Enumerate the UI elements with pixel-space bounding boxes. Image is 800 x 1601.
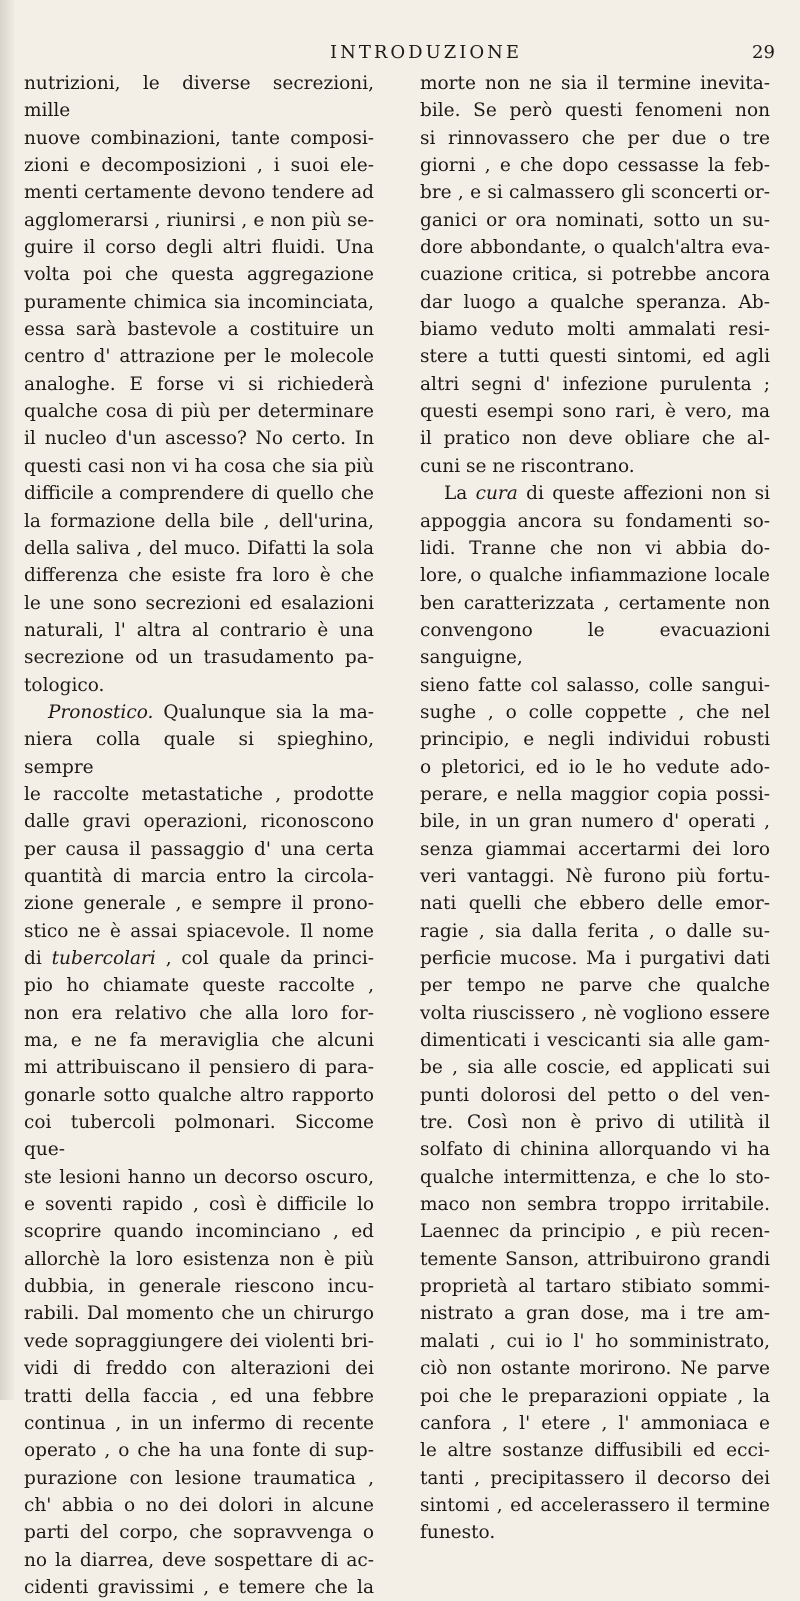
emphasized-term: tubercolari	[51, 948, 156, 969]
text-line	[24, 1027, 374, 1054]
section-heading: Pronostico.	[48, 701, 154, 723]
line-text: vede sopraggiungere dei violenti bri-	[24, 1330, 374, 1352]
text-line	[24, 261, 374, 288]
text-line	[420, 1109, 770, 1136]
line-text: scoprire quando incominciano , ed	[24, 1221, 374, 1243]
line-text: rabili. Dal momento che un chirurgo	[24, 1303, 374, 1325]
line-text: Laennec da principio , e più recen-	[420, 1221, 770, 1243]
line-text: nistrato a gran dose, ma i tre am-	[420, 1303, 770, 1325]
text-line	[420, 1191, 770, 1218]
line-text: la formazione della bile , dell'urina,	[24, 510, 374, 532]
line-text: difficile a comprendere di quello che	[24, 483, 374, 505]
line-text: e soventi rapido , così è difficile lo	[24, 1194, 374, 1216]
line-text: volta poi che questa aggregazione	[24, 264, 374, 286]
page-number: 29	[752, 42, 775, 63]
line-text: questi esempi sono rari, è vero, ma	[420, 401, 770, 423]
line-text: lidi. Tranne che non vi abbia do-	[420, 537, 770, 559]
text-line	[24, 1109, 374, 1164]
text-line	[420, 972, 770, 999]
line-text: nutrizioni, le diverse secrezioni, mille	[24, 73, 374, 122]
line-text: malati , cui io l' ho somministrato,	[420, 1330, 770, 1352]
text-line	[24, 1574, 374, 1601]
text-line	[420, 562, 770, 589]
line-text: bile. Se però questi fenomeni non	[420, 100, 770, 122]
line-text: ganici or ora nominati, sotto un su-	[420, 209, 770, 231]
text-line	[24, 1246, 374, 1273]
text-line	[420, 1082, 770, 1109]
text-line	[24, 699, 374, 726]
text-line	[420, 1465, 770, 1492]
text-line	[420, 398, 770, 425]
text-line	[420, 890, 770, 917]
line-text: secrezione od un trasudamento pa-	[24, 647, 374, 669]
line-text: purazione con lesione traumatica ,	[24, 1467, 374, 1489]
text-line	[420, 70, 770, 97]
line-text: dore abbondante, o qualch'altra eva-	[420, 237, 770, 259]
text-line	[24, 590, 374, 617]
line-text: ben caratterizzata , certamente non	[420, 592, 770, 614]
text-line	[24, 617, 374, 644]
text-line	[24, 125, 374, 152]
text-line	[24, 371, 374, 398]
text-line	[420, 1027, 770, 1054]
emphasized-term: cura	[475, 483, 518, 505]
line-text: operato , o che ha una fonte di sup-	[24, 1440, 374, 1462]
line-text: menti certamente devono tendere ad	[24, 182, 374, 204]
line-text: sughe , o colle coppette , che nel	[420, 701, 770, 723]
line-text: temente Sanson, attribuirono grandi	[420, 1248, 770, 1270]
line-text: qualche intermittenza, e che lo sto-	[420, 1166, 770, 1188]
text-line	[24, 179, 374, 206]
line-text: perare, e nella maggior copia possi-	[420, 783, 770, 805]
text-line	[24, 863, 374, 890]
line-text: per causa il passaggio d' una certa	[24, 838, 374, 860]
text-line	[420, 97, 770, 124]
text-line	[24, 1519, 374, 1546]
line-text: per tempo ne parve che qualche	[420, 975, 770, 997]
text-line	[24, 1082, 374, 1109]
text-line	[420, 754, 770, 781]
text-line	[420, 1218, 770, 1245]
text-line	[24, 1492, 374, 1519]
text-line	[24, 316, 374, 343]
line-text: continua , in un infermo di recente	[24, 1412, 374, 1434]
text-line	[24, 70, 374, 125]
line-text: , col quale da princi-	[155, 948, 374, 969]
text-line	[24, 1355, 374, 1382]
line-text: della saliva , del muco. Difatti la sola	[24, 537, 374, 559]
line-text: convengono le evacuazioni sanguigne,	[420, 619, 770, 669]
line-text: funesto.	[420, 1522, 496, 1544]
text-line	[24, 672, 374, 699]
text-line	[24, 972, 374, 999]
line-text: appoggia ancora su fondamenti so-	[420, 510, 770, 532]
text-line	[420, 1136, 770, 1163]
text-line	[24, 398, 374, 425]
text-line	[420, 1437, 770, 1464]
line-text: sieno fatte col salasso, colle sangui-	[420, 674, 770, 696]
text-line	[420, 918, 770, 945]
line-text: punti dolorosi del petto o del ven-	[420, 1084, 770, 1106]
line-text: parti del corpo, che sopravvenga o	[24, 1522, 374, 1544]
line-text: canfora , l' etere , l' ammoniaca e	[420, 1412, 770, 1434]
text-line	[24, 289, 374, 316]
text-line	[420, 1164, 770, 1191]
line-text: coi tubercoli polmonari. Siccome que-	[24, 1112, 374, 1161]
running-title: INTRODUZIONE	[330, 42, 523, 63]
line-text: volta riuscissero , nè vogliono essere	[420, 1002, 770, 1024]
line-text: zioni e decomposizioni , i suoi ele-	[24, 155, 374, 177]
line-text: si rinnovassero che per due o tre	[420, 127, 770, 149]
text-line	[420, 1355, 770, 1382]
text-line	[420, 234, 770, 261]
text-line	[24, 562, 374, 589]
line-text: zione generale , e sempre il prono-	[24, 893, 374, 915]
line-text: naturali, l' altra al contrario è una	[24, 619, 374, 641]
line-text: solfato di chinina allorquando vi ha	[420, 1139, 770, 1161]
line-text: ch' abbia o no dei dolori in alcune	[24, 1494, 374, 1516]
line-text: biamo veduto molti ammalati resi-	[420, 319, 770, 341]
text-line	[24, 480, 374, 507]
line-text: pio ho chiamate queste raccolte ,	[24, 975, 374, 997]
text-line	[24, 918, 374, 945]
text-line	[24, 1547, 374, 1574]
text-line	[420, 808, 770, 835]
line-text: il pratico non deve obliare che al-	[420, 428, 770, 450]
text-line	[420, 261, 770, 288]
line-text: dalle gravi operazioni, riconoscono	[24, 811, 374, 833]
line-text: non era relativo che alla loro for-	[24, 1002, 374, 1024]
text-line	[24, 836, 374, 863]
text-line	[24, 726, 374, 781]
text-line	[420, 289, 770, 316]
text-line	[24, 535, 374, 562]
page-edge	[0, 0, 14, 1400]
line-text: analoghe. E forse vi si richiederà	[24, 373, 374, 395]
text-line	[24, 1164, 374, 1191]
line-text: maco non sembra troppo irritabile.	[420, 1194, 770, 1216]
text-line	[24, 1383, 374, 1410]
text-line	[420, 836, 770, 863]
line-text: ragie , sia dalla ferita , o dalle su-	[420, 920, 770, 942]
text-line	[420, 699, 770, 726]
text-line	[24, 1410, 374, 1437]
text-line	[24, 234, 374, 261]
text-line	[420, 1054, 770, 1081]
text-line	[24, 207, 374, 234]
line-text: questi casi non vi ha cosa che sia più	[24, 455, 374, 477]
line-text: bre , e si calmassero gli sconcerti or-	[420, 182, 770, 204]
line-text: principio, e negli individui robusti	[420, 729, 770, 751]
line-text: tratti della faccia , ed una febbre	[24, 1385, 374, 1407]
text-line	[420, 152, 770, 179]
line-text: cidenti gravissimi , e temere che la	[24, 1576, 374, 1598]
line-text: centro d' attrazione per le molecole	[24, 346, 374, 368]
line-text: ciò non ostante morirono. Ne parve	[420, 1358, 770, 1380]
line-text: dubbia, in generale riescono incu-	[24, 1276, 374, 1298]
text-line	[24, 808, 374, 835]
line-text: puramente chimica sia incominciata,	[24, 291, 374, 313]
line-text: le une sono secrezioni ed esalazioni	[24, 592, 374, 614]
line-text: quantità di marcia entro la circola-	[24, 865, 374, 887]
text-line	[420, 453, 770, 480]
text-line	[24, 781, 374, 808]
text-line	[24, 1465, 374, 1492]
text-line	[420, 1410, 770, 1437]
line-text: no la diarrea, deve sospettare di ac-	[24, 1549, 374, 1571]
line-text: stico ne è assai spiacevole. Il nome	[24, 920, 374, 942]
right-text-column	[420, 70, 770, 1547]
line-text: qualche cosa di più per determinare	[24, 401, 374, 423]
text-line	[420, 1300, 770, 1327]
text-line	[420, 726, 770, 753]
text-line	[420, 781, 770, 808]
line-text: le altre sostanze diffusibili ed ecci-	[420, 1440, 770, 1462]
line-text: le raccolte metastatiche , prodotte	[24, 783, 374, 805]
text-line	[420, 590, 770, 617]
text-line	[420, 207, 770, 234]
text-line	[420, 1492, 770, 1519]
text-line	[420, 1383, 770, 1410]
line-text: allorchè la loro esistenza non è più	[24, 1248, 374, 1270]
line-text: di queste affezioni non si	[517, 483, 770, 505]
text-line	[24, 1054, 374, 1081]
text-line	[24, 508, 374, 535]
line-text: dar luogo a qualche speranza. Ab-	[420, 291, 770, 313]
line-text: perficie mucose. Ma i purgativi dati	[420, 948, 770, 969]
line-text: nuove combinazioni, tante composi-	[24, 127, 374, 149]
line-text: nati quelli che ebbero delle emor-	[420, 893, 770, 915]
text-line	[24, 425, 374, 452]
line-text: il nucleo d'un ascesso? No certo. In	[24, 428, 374, 450]
text-line	[24, 152, 374, 179]
line-text: tanti , precipitassero il decorso dei	[420, 1467, 770, 1489]
line-text: ste lesioni hanno un decorso oscuro,	[24, 1166, 374, 1188]
text-line	[420, 863, 770, 890]
text-line	[420, 1273, 770, 1300]
line-text: La	[444, 483, 476, 505]
text-line	[24, 1000, 374, 1027]
line-text: niera colla quale si spieghino, sempre	[24, 729, 374, 778]
line-text: poi che le preparazioni oppiate , la	[420, 1385, 770, 1407]
line-text: di	[24, 948, 52, 969]
text-line	[420, 480, 770, 507]
line-text: mi attribuiscano il pensiero di para-	[24, 1057, 374, 1079]
text-line	[24, 890, 374, 917]
text-line	[24, 453, 374, 480]
left-text-column	[24, 70, 374, 1601]
line-text: stere a tutti questi sintomi, ed agli	[420, 346, 770, 368]
line-text: veri vantaggi. Nè furono più fortu-	[420, 865, 770, 887]
line-text: tologico.	[24, 674, 105, 696]
text-line	[24, 343, 374, 370]
line-text: tre. Così non è privo di utilità il	[420, 1112, 770, 1134]
line-text: Qualunque sia la ma-	[153, 701, 374, 723]
line-text: gonarle sotto qualche altro rapporto	[24, 1084, 374, 1106]
line-text: guire il corso degli altri fluidi. Una	[24, 237, 374, 259]
text-line	[420, 343, 770, 370]
line-text: ma, e ne fa meraviglia che alcuni	[24, 1030, 374, 1052]
line-text: sintomi , ed accelerassero il termine	[420, 1494, 770, 1516]
line-text: o pletorici, ed io le ho vedute ado-	[420, 756, 770, 778]
text-line	[420, 1246, 770, 1273]
line-text: proprietà al tartaro stibiato sommi-	[420, 1276, 770, 1298]
text-line	[420, 617, 770, 672]
text-line	[24, 1273, 374, 1300]
line-text: cuni se ne riscontrano.	[420, 455, 635, 477]
line-text: senza giammai accertarmi dei loro	[420, 838, 770, 860]
text-line	[24, 1300, 374, 1327]
text-line	[420, 1328, 770, 1355]
line-text: dimenticati i vescicanti sia alle gam-	[420, 1030, 770, 1052]
text-line	[420, 425, 770, 452]
line-text: bile, in un gran numero d' operati ,	[420, 811, 770, 833]
text-line	[420, 1000, 770, 1027]
text-line	[420, 945, 770, 972]
text-line	[420, 371, 770, 398]
line-text: altri segni d' infezione purulenta ;	[420, 373, 770, 395]
text-line	[420, 316, 770, 343]
line-text: lore, o qualche infiammazione locale	[420, 565, 770, 587]
line-text: differenza che esiste fra loro è che	[24, 565, 374, 587]
text-line	[24, 1437, 374, 1464]
text-line	[24, 644, 374, 671]
text-line	[420, 179, 770, 206]
text-line	[420, 535, 770, 562]
text-line	[24, 1218, 374, 1245]
text-line	[24, 1191, 374, 1218]
line-text: essa sarà bastevole a costituire un	[24, 319, 374, 341]
line-text: morte non ne sia il termine inevita-	[420, 73, 770, 94]
line-text: agglomerarsi , riunirsi , e non più se-	[24, 209, 374, 231]
text-line	[24, 945, 374, 972]
running-head	[0, 42, 800, 72]
text-line	[420, 508, 770, 535]
line-text: vidi di freddo con alterazioni dei	[24, 1358, 374, 1380]
line-text: be , sia alle coscie, ed applicati sui	[420, 1057, 770, 1079]
line-text: cuazione critica, si potrebbe ancora	[420, 264, 770, 286]
text-line	[24, 1328, 374, 1355]
text-line	[420, 1519, 770, 1546]
text-line	[420, 125, 770, 152]
text-line	[420, 672, 770, 699]
line-text: giorni , e che dopo cessasse la feb-	[420, 155, 770, 177]
